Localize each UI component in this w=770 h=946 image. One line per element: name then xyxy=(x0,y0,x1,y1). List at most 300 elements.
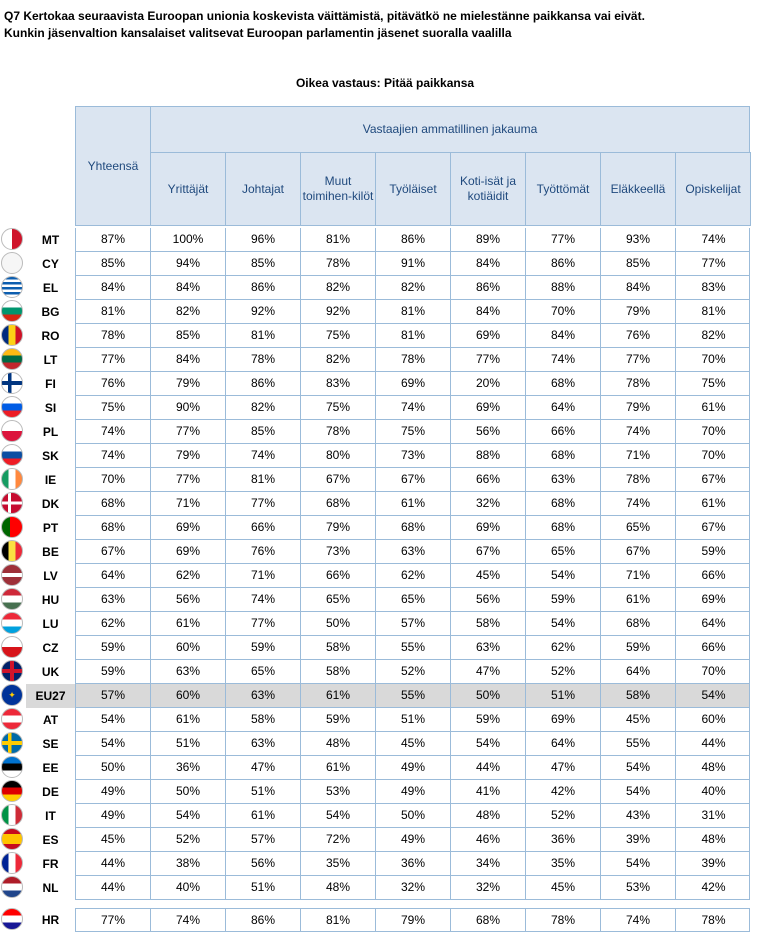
country-code: EL xyxy=(42,281,59,295)
value-cell: 45% xyxy=(526,876,601,899)
row-values xyxy=(75,516,750,540)
value-cell: 58% xyxy=(601,684,676,707)
ro-flag-icon xyxy=(1,324,23,346)
table-row xyxy=(0,348,752,372)
value-cell: 74% xyxy=(151,909,226,932)
row-values xyxy=(75,300,750,324)
value-cell: 81% xyxy=(226,468,301,491)
value-cell: 88% xyxy=(526,276,601,299)
value-cell: 76% xyxy=(226,540,301,563)
country-code: PL xyxy=(42,425,59,439)
value-cell: 84% xyxy=(451,300,526,323)
value-cell: 81% xyxy=(376,300,451,323)
value-cell: 58% xyxy=(301,636,376,659)
fi-flag-icon xyxy=(1,372,23,394)
country-code: MT xyxy=(41,233,60,247)
row-values xyxy=(75,228,750,252)
table-row xyxy=(0,636,752,660)
country-code: NL xyxy=(42,881,59,895)
value-cell: 84% xyxy=(601,276,676,299)
value-cell: 36% xyxy=(376,852,451,875)
country-code: LU xyxy=(42,617,59,631)
header-group: Vastaajien ammatillinen jakauma xyxy=(150,106,750,153)
value-cell: 91% xyxy=(376,252,451,275)
value-cell: 64% xyxy=(701,616,726,630)
value-cell: 54% xyxy=(526,564,601,587)
value-cell: 61% xyxy=(301,684,376,707)
value-cell: 77% xyxy=(451,348,526,371)
total-cell: 68% xyxy=(76,516,151,539)
correct-answer-subtitle: Oikea vastaus: Pitää paikkansa xyxy=(295,76,475,90)
value-cell: 50% xyxy=(451,684,526,707)
value-cell: 48% xyxy=(451,804,526,827)
total-cell: 70% xyxy=(76,468,151,491)
value-cell: 44% xyxy=(451,756,526,779)
total-cell: 54% xyxy=(76,732,151,755)
value-cell: 45% xyxy=(376,732,451,755)
value-cell: 75% xyxy=(301,396,376,419)
be-flag-icon xyxy=(1,540,23,562)
total-cell: 59% xyxy=(76,660,151,683)
value-cell: 69% xyxy=(451,516,526,539)
table-row xyxy=(0,852,752,876)
value-cell: 74% xyxy=(226,444,301,467)
value-cell: 54% xyxy=(526,612,601,635)
value-cell: 52% xyxy=(376,660,451,683)
header-column: Muut toimihen-kilöt xyxy=(300,152,376,226)
country-code: HU xyxy=(41,593,60,607)
country-code: LT xyxy=(43,353,58,367)
value-cell: 36% xyxy=(526,828,601,851)
value-cell: 45% xyxy=(451,564,526,587)
value-cell: 68% xyxy=(301,492,376,515)
value-cell: 47% xyxy=(226,756,301,779)
value-cell: 50% xyxy=(151,780,226,803)
value-cell: 58% xyxy=(301,660,376,683)
value-cell: 59% xyxy=(526,588,601,611)
value-cell: 69% xyxy=(151,516,226,539)
total-cell: 63% xyxy=(76,588,151,611)
table-body xyxy=(0,228,752,932)
value-cell: 64% xyxy=(526,396,601,419)
value-cell: 31% xyxy=(701,808,726,822)
total-cell: 67% xyxy=(76,540,151,563)
value-cell: 48% xyxy=(701,832,726,846)
value-cell: 69% xyxy=(151,540,226,563)
total-cell: 45% xyxy=(76,828,151,851)
value-cell: 77% xyxy=(151,420,226,443)
value-cell: 75% xyxy=(701,376,726,390)
value-cell: 60% xyxy=(701,712,726,726)
value-cell: 81% xyxy=(376,324,451,347)
value-cell: 65% xyxy=(526,540,601,563)
row-values xyxy=(75,492,750,516)
value-cell: 86% xyxy=(526,252,601,275)
table-row xyxy=(0,588,752,612)
value-cell: 81% xyxy=(226,324,301,347)
total-cell: 77% xyxy=(76,909,151,932)
question-line-2: Kunkin jäsenvaltion kansalaiset valitsevat Euroopan parlamentin jäsenet suoralla vaalilla xyxy=(4,26,512,40)
value-cell: 48% xyxy=(301,876,376,899)
value-cell: 79% xyxy=(376,909,451,932)
value-cell: 78% xyxy=(701,913,726,927)
row-values xyxy=(75,908,750,932)
value-cell: 84% xyxy=(151,276,226,299)
ie-flag-icon xyxy=(1,468,23,490)
country-code: BE xyxy=(42,545,59,559)
country-code: DE xyxy=(42,785,59,799)
total-cell: 57% xyxy=(76,684,151,707)
value-cell: 61% xyxy=(301,756,376,779)
row-values xyxy=(75,804,750,828)
value-cell: 86% xyxy=(451,276,526,299)
row-values xyxy=(75,876,750,900)
total-cell: 84% xyxy=(76,276,151,299)
value-cell: 65% xyxy=(601,516,676,539)
table-row xyxy=(0,780,752,804)
table-row xyxy=(0,828,752,852)
ee-flag-icon xyxy=(1,756,23,778)
value-cell: 70% xyxy=(701,352,726,366)
dk-flag-icon xyxy=(1,492,23,514)
value-cell: 62% xyxy=(526,636,601,659)
total-cell: 54% xyxy=(76,708,151,731)
value-cell: 58% xyxy=(226,708,301,731)
row-values xyxy=(75,420,750,444)
value-cell: 34% xyxy=(451,852,526,875)
value-cell: 84% xyxy=(451,252,526,275)
value-cell: 74% xyxy=(526,348,601,371)
value-cell: 49% xyxy=(376,756,451,779)
value-cell: 55% xyxy=(376,684,451,707)
row-values xyxy=(75,276,750,300)
value-cell: 56% xyxy=(451,588,526,611)
it-flag-icon xyxy=(1,804,23,826)
value-cell: 20% xyxy=(451,372,526,395)
value-cell: 54% xyxy=(451,732,526,755)
value-cell: 89% xyxy=(451,228,526,251)
value-cell: 77% xyxy=(526,228,601,251)
total-cell: 62% xyxy=(76,612,151,635)
country-code: CZ xyxy=(42,641,59,655)
table-row xyxy=(0,492,752,516)
uk-flag-icon xyxy=(1,660,23,682)
value-cell: 79% xyxy=(151,372,226,395)
value-cell: 77% xyxy=(151,468,226,491)
value-cell: 82% xyxy=(701,328,726,342)
value-cell: 63% xyxy=(226,732,301,755)
lt-flag-icon xyxy=(1,348,23,370)
value-cell: 63% xyxy=(376,540,451,563)
value-cell: 63% xyxy=(451,636,526,659)
value-cell: 57% xyxy=(226,828,301,851)
question-line-1: Q7 Kertokaa seuraavista Euroopan unionia koskevista väittämistä, pitävätkö ne mielestänne paikkansa vai eivät. xyxy=(4,9,645,23)
header-column: Yrittäjät xyxy=(150,152,226,226)
value-cell: 62% xyxy=(151,564,226,587)
row-values xyxy=(75,732,750,756)
value-cell: 77% xyxy=(601,348,676,371)
value-cell: 63% xyxy=(151,660,226,683)
value-cell: 80% xyxy=(301,444,376,467)
header-total: Yhteensä xyxy=(75,106,151,226)
country-code: SK xyxy=(42,449,59,463)
fr-flag-icon xyxy=(1,852,23,874)
pt-flag-icon xyxy=(1,516,23,538)
total-cell: 68% xyxy=(76,492,151,515)
country-code: AT xyxy=(42,713,59,727)
value-cell: 56% xyxy=(451,420,526,443)
table-row xyxy=(0,564,752,588)
value-cell: 32% xyxy=(376,876,451,899)
table-row xyxy=(0,372,752,396)
value-cell: 92% xyxy=(226,300,301,323)
total-cell: 50% xyxy=(76,756,151,779)
value-cell: 72% xyxy=(301,828,376,851)
value-cell: 50% xyxy=(301,612,376,635)
sk-flag-icon xyxy=(1,444,23,466)
country-code: RO xyxy=(41,329,60,343)
value-cell: 78% xyxy=(301,420,376,443)
value-cell: 57% xyxy=(376,612,451,635)
value-cell: 71% xyxy=(151,492,226,515)
value-cell: 67% xyxy=(701,472,726,486)
total-cell: 76% xyxy=(76,372,151,395)
row-values xyxy=(75,348,750,372)
se-flag-icon xyxy=(1,732,23,754)
row-values xyxy=(75,636,750,660)
value-cell: 82% xyxy=(376,276,451,299)
header-column: Koti-isät ja kotiäidit xyxy=(450,152,526,226)
header-column: Työläiset xyxy=(375,152,451,226)
value-cell: 51% xyxy=(526,684,601,707)
table-row xyxy=(0,876,752,900)
value-cell: 68% xyxy=(601,612,676,635)
value-cell: 86% xyxy=(226,909,301,932)
value-cell: 61% xyxy=(226,804,301,827)
value-cell: 59% xyxy=(601,636,676,659)
country-code: UK xyxy=(41,665,60,679)
table-row xyxy=(0,396,752,420)
table-row xyxy=(0,420,752,444)
lu-flag-icon xyxy=(1,612,23,634)
row-values xyxy=(75,252,750,276)
table-row xyxy=(0,756,752,780)
value-cell: 90% xyxy=(151,396,226,419)
value-cell: 85% xyxy=(226,252,301,275)
value-cell: 54% xyxy=(601,780,676,803)
value-cell: 100% xyxy=(151,228,226,251)
value-cell: 62% xyxy=(376,564,451,587)
value-cell: 81% xyxy=(301,228,376,251)
value-cell: 74% xyxy=(376,396,451,419)
value-cell: 65% xyxy=(226,660,301,683)
total-cell: 77% xyxy=(76,348,151,371)
value-cell: 88% xyxy=(451,444,526,467)
value-cell: 84% xyxy=(151,348,226,371)
value-cell: 67% xyxy=(301,468,376,491)
value-cell: 65% xyxy=(301,588,376,611)
value-cell: 78% xyxy=(226,348,301,371)
country-code: LV xyxy=(43,569,58,583)
el-flag-icon xyxy=(1,276,23,298)
total-cell: 85% xyxy=(76,252,151,275)
header-column: Opiskelijat xyxy=(675,152,751,226)
value-cell: 74% xyxy=(601,492,676,515)
value-cell: 63% xyxy=(226,684,301,707)
value-cell: 32% xyxy=(451,876,526,899)
at-flag-icon xyxy=(1,708,23,730)
value-cell: 73% xyxy=(301,540,376,563)
value-cell: 69% xyxy=(451,396,526,419)
value-cell: 59% xyxy=(226,636,301,659)
country-code: HR xyxy=(41,913,60,927)
value-cell: 70% xyxy=(701,424,726,438)
row-values xyxy=(75,828,750,852)
value-cell: 48% xyxy=(301,732,376,755)
value-cell: 78% xyxy=(526,909,601,932)
value-cell: 74% xyxy=(701,232,726,246)
country-code: EE xyxy=(42,761,59,775)
row-values xyxy=(75,660,750,684)
value-cell: 61% xyxy=(701,400,726,414)
value-cell: 77% xyxy=(701,256,726,270)
value-cell: 94% xyxy=(151,252,226,275)
value-cell: 82% xyxy=(301,276,376,299)
header-column: Työttömät xyxy=(525,152,601,226)
lv-flag-icon xyxy=(1,564,23,586)
value-cell: 68% xyxy=(526,516,601,539)
row-values xyxy=(75,852,750,876)
value-cell: 70% xyxy=(701,448,726,462)
value-cell: 60% xyxy=(151,684,226,707)
value-cell: 54% xyxy=(601,852,676,875)
value-cell: 63% xyxy=(526,468,601,491)
value-cell: 51% xyxy=(151,732,226,755)
country-code: ES xyxy=(42,833,59,847)
value-cell: 64% xyxy=(526,732,601,755)
value-cell: 93% xyxy=(601,228,676,251)
value-cell: 42% xyxy=(526,780,601,803)
header-column: Eläkkeellä xyxy=(600,152,676,226)
value-cell: 71% xyxy=(226,564,301,587)
table-row xyxy=(0,516,752,540)
value-cell: 86% xyxy=(376,228,451,251)
value-cell: 35% xyxy=(526,852,601,875)
table-row xyxy=(0,252,752,276)
value-cell: 60% xyxy=(151,636,226,659)
value-cell: 82% xyxy=(226,396,301,419)
value-cell: 67% xyxy=(701,520,726,534)
es-flag-icon xyxy=(1,828,23,850)
value-cell: 52% xyxy=(151,828,226,851)
question-text xyxy=(4,8,645,42)
table-row xyxy=(0,468,752,492)
value-cell: 44% xyxy=(701,736,726,750)
value-cell: 55% xyxy=(601,732,676,755)
value-cell: 39% xyxy=(601,828,676,851)
total-cell: 49% xyxy=(76,780,151,803)
value-cell: 54% xyxy=(301,804,376,827)
value-cell: 61% xyxy=(601,588,676,611)
value-cell: 67% xyxy=(376,468,451,491)
value-cell: 58% xyxy=(451,612,526,635)
value-cell: 74% xyxy=(226,588,301,611)
value-cell: 51% xyxy=(226,876,301,899)
value-cell: 41% xyxy=(451,780,526,803)
bg-flag-icon xyxy=(1,300,23,322)
value-cell: 68% xyxy=(526,372,601,395)
row-values xyxy=(75,588,750,612)
value-cell: 75% xyxy=(376,420,451,443)
nl-flag-icon xyxy=(1,876,23,898)
country-code: IT xyxy=(45,809,56,823)
row-values xyxy=(75,396,750,420)
table-row xyxy=(0,228,752,252)
value-cell: 82% xyxy=(151,300,226,323)
table-row xyxy=(0,660,752,684)
value-cell: 66% xyxy=(301,564,376,587)
value-cell: 74% xyxy=(601,420,676,443)
value-cell: 86% xyxy=(226,372,301,395)
table-row xyxy=(0,804,752,828)
value-cell: 68% xyxy=(451,909,526,932)
value-cell: 65% xyxy=(376,588,451,611)
value-cell: 69% xyxy=(376,372,451,395)
value-cell: 66% xyxy=(701,640,726,654)
value-cell: 36% xyxy=(151,756,226,779)
value-cell: 81% xyxy=(301,909,376,932)
value-cell: 49% xyxy=(376,780,451,803)
row-values xyxy=(75,564,750,588)
value-cell: 50% xyxy=(376,804,451,827)
value-cell: 38% xyxy=(151,852,226,875)
table-row xyxy=(0,444,752,468)
value-cell: 53% xyxy=(601,876,676,899)
country-code: FI xyxy=(45,377,56,391)
table-row xyxy=(0,684,752,708)
value-cell: 69% xyxy=(701,592,726,606)
value-cell: 54% xyxy=(601,756,676,779)
row-values xyxy=(75,372,750,396)
value-cell: 79% xyxy=(601,396,676,419)
value-cell: 46% xyxy=(451,828,526,851)
value-cell: 96% xyxy=(226,228,301,251)
eu-flag-icon: ✦ xyxy=(1,684,23,706)
value-cell: 52% xyxy=(526,660,601,683)
value-cell: 54% xyxy=(701,688,726,702)
value-cell: 35% xyxy=(301,852,376,875)
total-cell: 64% xyxy=(76,564,151,587)
value-cell: 83% xyxy=(301,372,376,395)
total-cell: 75% xyxy=(76,396,151,419)
total-cell: 78% xyxy=(76,324,151,347)
value-cell: 78% xyxy=(601,372,676,395)
country-code: CY xyxy=(42,257,59,271)
value-cell: 67% xyxy=(601,540,676,563)
table-row xyxy=(0,908,752,932)
value-cell: 81% xyxy=(701,304,726,318)
total-cell: 44% xyxy=(76,852,151,875)
value-cell: 86% xyxy=(226,276,301,299)
value-cell: 40% xyxy=(151,876,226,899)
value-cell: 82% xyxy=(301,348,376,371)
value-cell: 73% xyxy=(376,444,451,467)
value-cell: 61% xyxy=(151,612,226,635)
value-cell: 75% xyxy=(301,324,376,347)
pl-flag-icon xyxy=(1,420,23,442)
value-cell: 49% xyxy=(376,828,451,851)
table-header xyxy=(75,106,750,226)
